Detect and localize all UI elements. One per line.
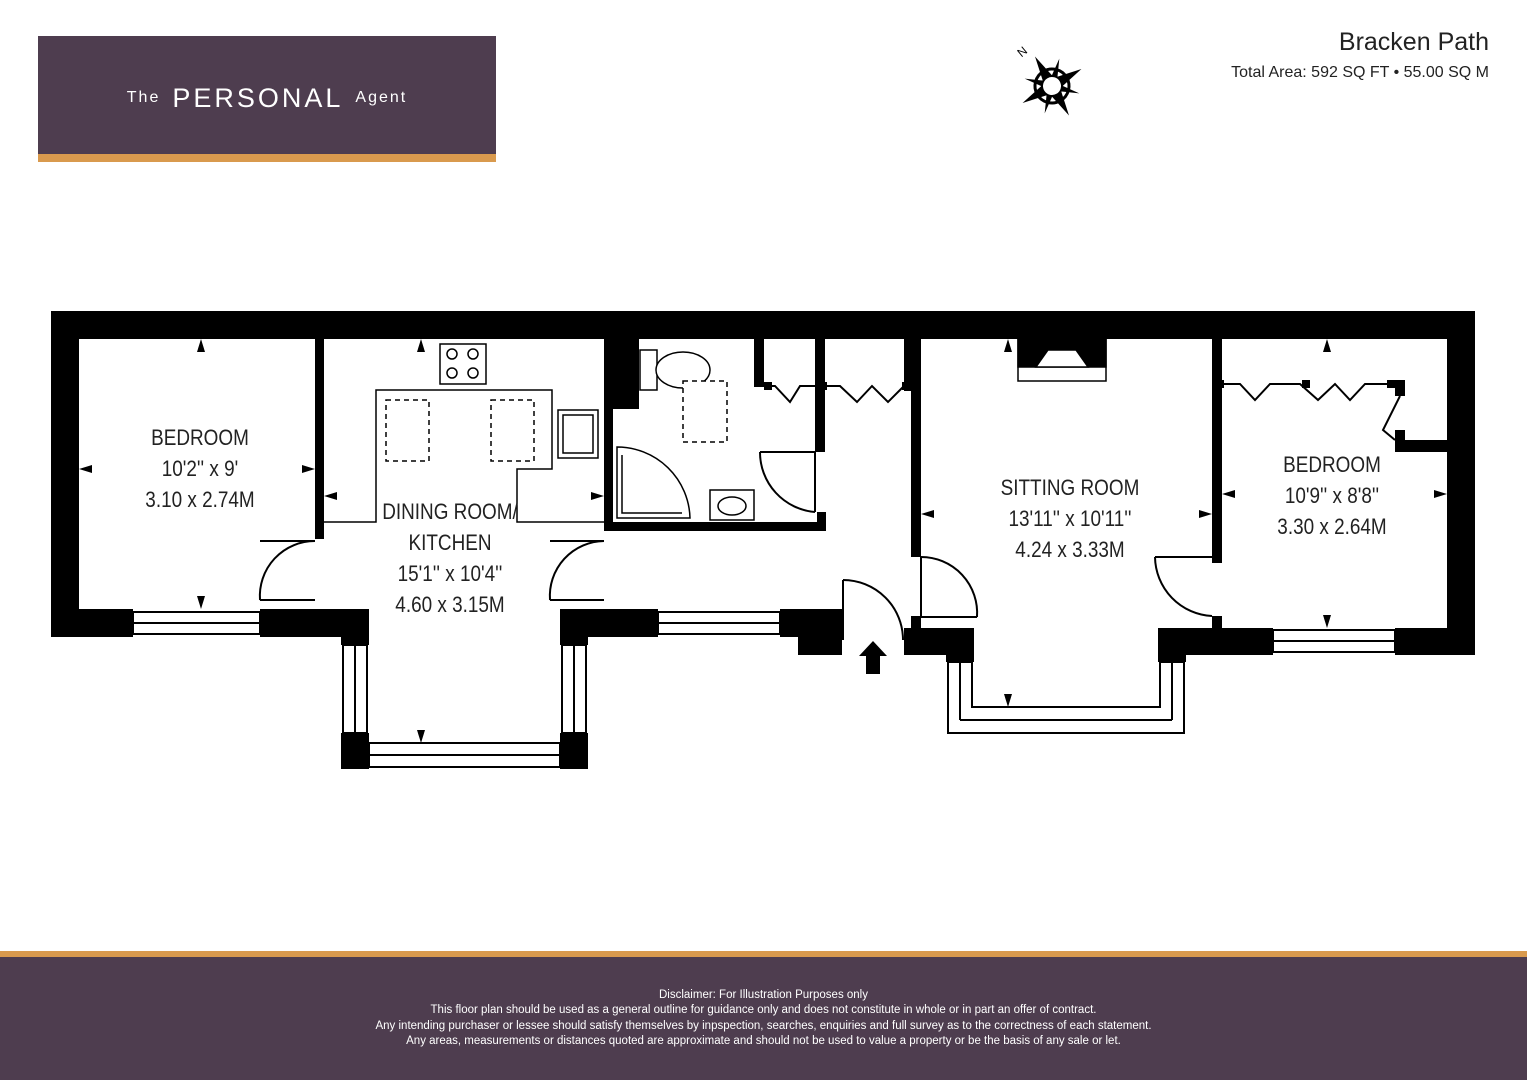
disclaimer bbox=[0, 988, 1527, 1049]
room-dimensions-metric: 4.60 x 3.15M bbox=[395, 592, 505, 617]
property-total-area: Total Area: 592 SQ FT • 55.00 SQ M bbox=[1231, 64, 1489, 81]
logo-prefix: The bbox=[126, 89, 161, 106]
room-name-continued: KITCHEN bbox=[408, 530, 492, 555]
disclaimer-heading: Disclaimer: For Illustration Purposes only bbox=[659, 989, 868, 1001]
room-name: SITTING ROOM bbox=[1000, 475, 1140, 500]
wardrobes bbox=[764, 384, 1400, 440]
room-dimensions-imperial: 15'1'' x 10'4'' bbox=[397, 561, 503, 586]
compass-north-label: N bbox=[1014, 43, 1031, 60]
disclaimer-line: This floor plan should be used as a general outline for guidance only and does not constitute in whole or in part an offer of contract. bbox=[430, 1004, 1097, 1017]
disclaimer-line: Any intending purchaser or lessee should satisfy themselves by inpspection, searches, enquiries and full survey as to the correctness of each statement. bbox=[375, 1019, 1152, 1032]
room-dimensions-metric: 3.10 x 2.74M bbox=[145, 487, 255, 512]
property-title: Bracken Path bbox=[1338, 28, 1489, 56]
room-label-dining-kitchen bbox=[373, 496, 528, 620]
fireplace bbox=[1018, 339, 1106, 381]
room-label-bedroom-1 bbox=[131, 422, 269, 515]
room-dimensions-imperial: 10'9'' x 8'8'' bbox=[1284, 483, 1380, 508]
room-label-sitting-room bbox=[993, 472, 1148, 565]
room-dimensions-imperial: 10'2'' x 9' bbox=[161, 456, 239, 481]
room-name: DINING ROOM/ bbox=[382, 499, 518, 524]
room-label-bedroom-2 bbox=[1263, 449, 1401, 542]
logo-name: PERSONAL bbox=[172, 82, 344, 113]
room-dimensions-metric: 3.30 x 2.64M bbox=[1277, 514, 1387, 539]
room-dimensions-imperial: 13'11'' x 10'11'' bbox=[1008, 506, 1132, 531]
room-name: BEDROOM bbox=[1283, 452, 1381, 477]
room-name: BEDROOM bbox=[151, 425, 249, 450]
room-dimensions-metric: 4.24 x 3.33M bbox=[1015, 537, 1125, 562]
entrance-arrow-icon bbox=[859, 641, 887, 674]
logo-suffix: Agent bbox=[355, 89, 408, 106]
disclaimer-line: Any areas, measurements or distances quoted are approximate and should not be used to value a property or be the basis of any sale or let. bbox=[406, 1034, 1121, 1047]
